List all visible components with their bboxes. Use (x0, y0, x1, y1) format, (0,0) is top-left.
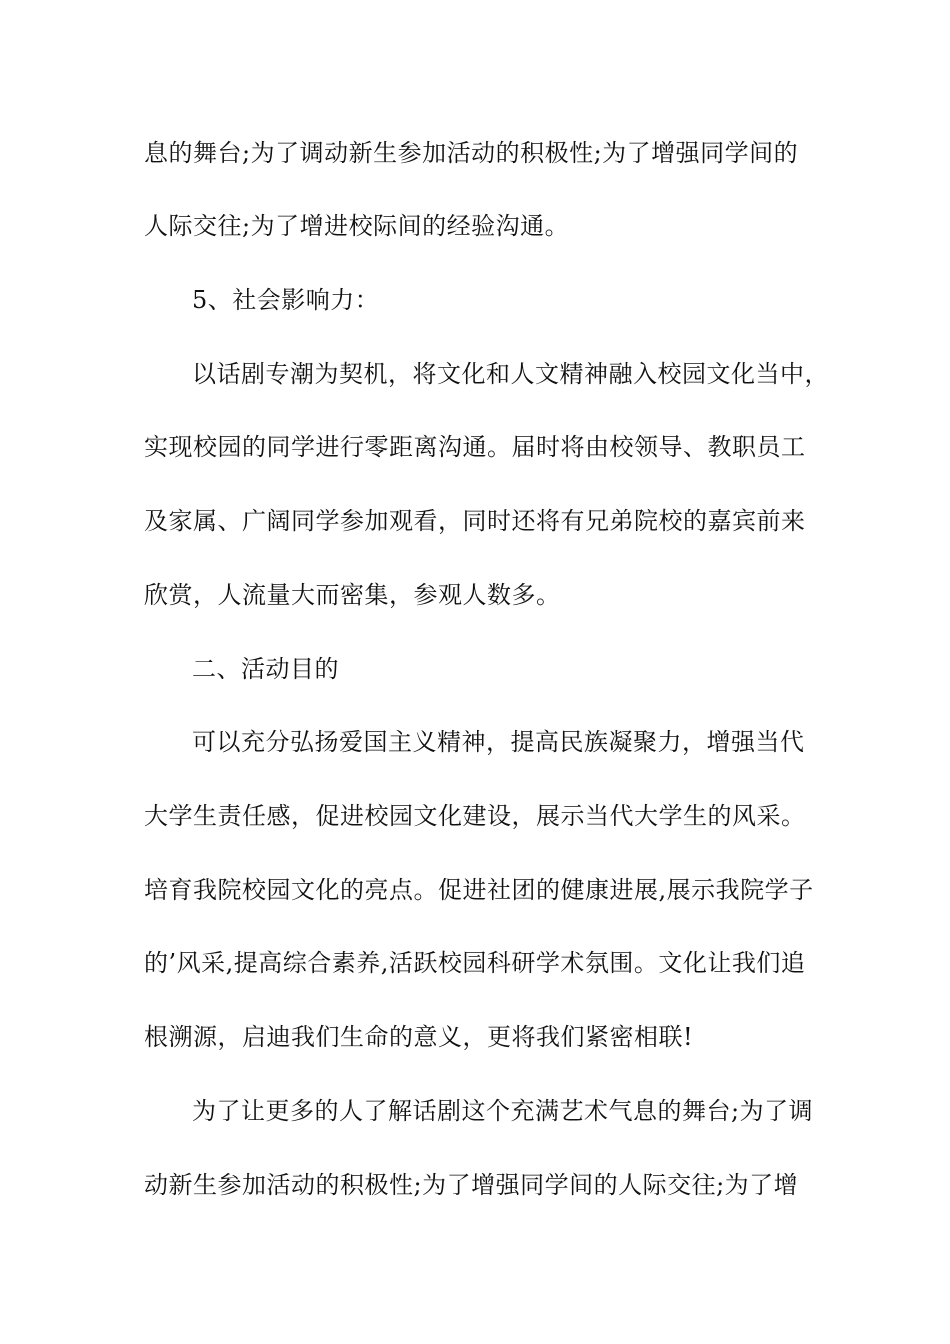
text-line: 培育我院校园文化的亮点。促进社团的健康进展,展示我院学子 (144, 876, 814, 904)
text-line: 人际交往;为了增进校际间的经验沟通。 (144, 212, 570, 240)
text-line: 的’风采,提高综合素养,活跃校园科研学术氛围。文化让我们追 (144, 949, 806, 977)
text-line: 欣赏，人流量大而密集，参观人数多。 (144, 581, 561, 609)
paragraph-line: 可以充分弘扬爱国主义精神，提高民族凝聚力，增强当代 (192, 728, 805, 756)
text-line: 根溯源，启迪我们生命的意义，更将我们紧密相联! (144, 1023, 694, 1051)
text-line: 实现校园的同学进行零距离沟通。届时将由校领导、教职员工 (144, 433, 806, 461)
paragraph-line: 为了让更多的人了解话剧这个充满艺术气息的舞台;为了调 (192, 1097, 814, 1125)
text-line: 及家属、广阔同学参加观看，同时还将有兄弟院校的嘉宾前来 (144, 507, 806, 535)
text-line: 大学生责任感，促进校园文化建设，展示当代大学生的风采。 (144, 802, 806, 830)
text-line: 息的舞台;为了调动新生参加活动的积极性;为了增强同学间的 (144, 139, 799, 167)
section-heading: 二、活动目的 (192, 655, 339, 683)
text-line: 动新生参加活动的积极性;为了增强同学间的人际交往;为了增 (144, 1171, 799, 1199)
paragraph-line: 以话剧专潮为契机，将文化和人文精神融入校园文化当中， (192, 360, 829, 388)
section-heading: 5、社会影响力： (192, 286, 380, 314)
